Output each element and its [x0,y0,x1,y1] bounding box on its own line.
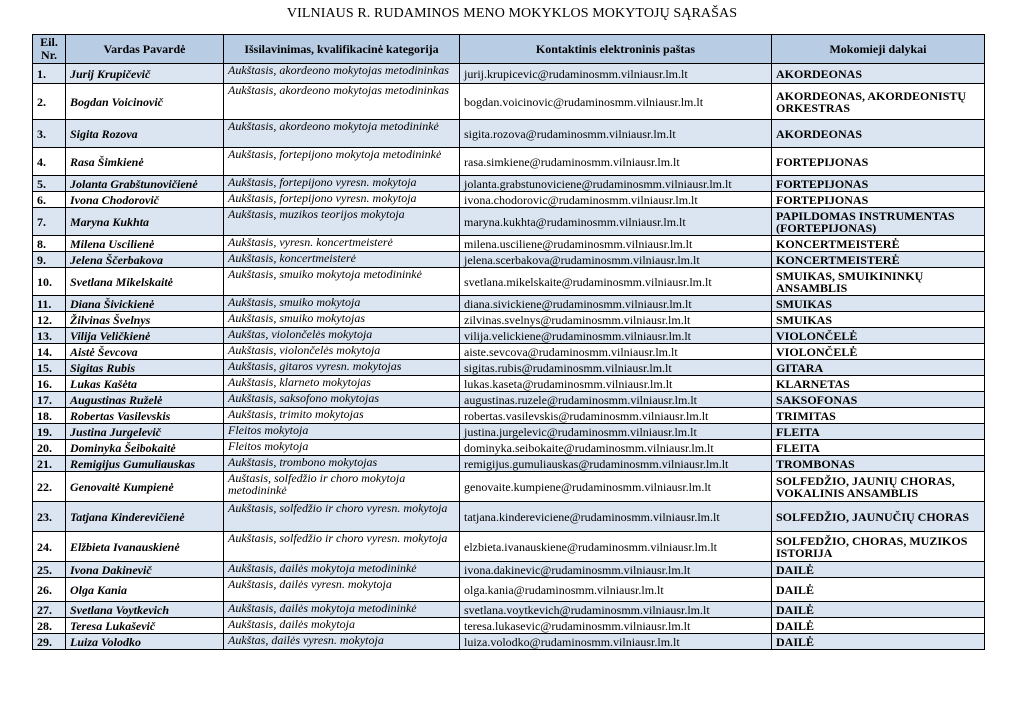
cell-nr: 29. [33,634,66,650]
table-row [33,634,985,650]
cell-qualification: Aukštasis, solfedžio ir choro vyresn. mokytoja [224,502,460,532]
cell-subjects: DAILĖ [772,602,985,618]
cell-name: Robertas Vasilevskis [66,408,224,424]
cell-email: ivona.dakinevic@rudaminosmm.vilniausr.lm.lt [460,562,772,578]
cell-qualification: Aukštasis, koncertmeisterė [224,252,460,268]
cell-subjects: SOLFEDŽIO, CHORAS, MUZIKOS ISTORIJA [772,532,985,562]
cell-qualification: Aukštasis, gitaros vyresn. mokytojas [224,360,460,376]
cell-subjects: TROMBONAS [772,456,985,472]
cell-nr: 24. [33,532,66,562]
cell-name: Dominyka Šeibokaitė [66,440,224,456]
page-title: VILNIAUS R. RUDAMINOS MENO MOKYKLOS MOKYTOJŲ SĄRAŠAS [286,6,738,21]
cell-name: Bogdan Voicinovič [66,84,224,120]
cell-qualification: Aukštasis, smuiko mokytoja [224,296,460,312]
table-row [33,578,985,602]
cell-email: zilvinas.svelnys@rudaminosmm.vilniausr.lm.lt [460,312,772,328]
header-qualification: Išsilavinimas, kvalifikacinė kategorija [224,35,460,64]
cell-email: jelena.scerbakova@rudaminosmm.vilniausr.lm.lt [460,252,772,268]
table-row [33,312,985,328]
cell-subjects: KONCERTMEISTERĖ [772,236,985,252]
cell-subjects: FORTEPIJONAS [772,148,985,176]
table-row [33,502,985,532]
table-row [33,208,985,236]
cell-email: sigita.rozova@rudaminosmm.vilniausr.lm.lt [460,120,772,148]
table-row [33,296,985,312]
cell-subjects: FORTEPIJONAS [772,192,985,208]
table-row [33,532,985,562]
cell-email: rasa.simkiene@rudaminosmm.vilniausr.lm.lt [460,148,772,176]
header-email: Kontaktinis elektroninis paštas [460,35,772,64]
cell-email: maryna.kukhta@rudaminosmm.vilniausr.lm.lt [460,208,772,236]
cell-email: jolanta.grabstunoviciene@rudaminosmm.vilniausr.lm.lt [460,176,772,192]
cell-qualification: Aukštasis, muzikos teorijos mokytoja [224,208,460,236]
cell-email: svetlana.voytkevich@rudaminosmm.vilniausr.lm.lt [460,602,772,618]
table-row [33,408,985,424]
table-row [33,456,985,472]
cell-name: Svetlana Voytkevich [66,602,224,618]
cell-nr: 22. [33,472,66,502]
cell-subjects: FLEITA [772,424,985,440]
cell-qualification: Aukštasis, akordeono mokytoja metodininkė [224,120,460,148]
cell-nr: 4. [33,148,66,176]
cell-qualification: Aukštasis, saksofono mokytojas [224,392,460,408]
table-row [33,424,985,440]
cell-nr: 28. [33,618,66,634]
cell-email: genovaite.kumpiene@rudaminosmm.vilniausr.lm.lt [460,472,772,502]
cell-email: milena.usciliene@rudaminosmm.vilniausr.lm.lt [460,236,772,252]
cell-nr: 10. [33,268,66,296]
cell-email: teresa.lukasevic@rudaminosmm.vilniausr.lm.lt [460,618,772,634]
cell-nr: 11. [33,296,66,312]
cell-subjects: AKORDEONAS [772,120,985,148]
cell-email: olga.kania@rudaminosmm.vilniausr.lm.lt [460,578,772,602]
cell-nr: 7. [33,208,66,236]
cell-subjects: DAILĖ [772,618,985,634]
cell-name: Tatjana Kinderevičienė [66,502,224,532]
cell-qualification: Aukštasis, akordeono mokytojas metodininkas [224,64,460,84]
cell-email: jurij.krupicevic@rudaminosmm.vilniausr.lm.lt [460,64,772,84]
cell-nr: 25. [33,562,66,578]
table-row [33,618,985,634]
cell-subjects: AKORDEONAS, AKORDEONISTŲ ORKESTRAS [772,84,985,120]
cell-subjects: KONCERTMEISTERĖ [772,252,985,268]
cell-nr: 23. [33,502,66,532]
table-row [33,192,985,208]
cell-subjects: DAILĖ [772,562,985,578]
cell-nr: 3. [33,120,66,148]
cell-qualification: Aukštasis, fortepijono vyresn. mokytoja [224,192,460,208]
cell-qualification: Auštasis, solfedžio ir choro mokytoja metodininkė [224,472,460,502]
cell-subjects: DAILĖ [772,634,985,650]
cell-nr: 12. [33,312,66,328]
cell-qualification: Aukštasis, violončelės mokytoja [224,344,460,360]
cell-subjects: SOLFEDŽIO, JAUNUČIŲ CHORAS [772,502,985,532]
cell-name: Maryna Kukhta [66,208,224,236]
table-row [33,472,985,502]
cell-name: Diana Šivickienė [66,296,224,312]
cell-qualification: Aukštasis, dailės mokytoja metodininkė [224,562,460,578]
cell-qualification: Aukštasis, fortepijono mokytoja metodininkė [224,148,460,176]
cell-nr: 26. [33,578,66,602]
cell-qualification: Aukštasis, trimito mokytojas [224,408,460,424]
cell-name: Lukas Kašėta [66,376,224,392]
cell-name: Teresa Lukaševič [66,618,224,634]
cell-subjects: PAPILDOMAS INSTRUMENTAS (FORTEPIJONAS) [772,208,985,236]
cell-name: Rasa Šimkienė [66,148,224,176]
cell-nr: 14. [33,344,66,360]
cell-name: Ivona Dakinevič [66,562,224,578]
cell-name: Ivona Chodorovič [66,192,224,208]
cell-subjects: FLEITA [772,440,985,456]
table-row [33,236,985,252]
cell-name: Jelena Ščerbakova [66,252,224,268]
cell-name: Olga Kania [66,578,224,602]
cell-email: aiste.sevcova@rudaminosmm.vilniausr.lm.lt [460,344,772,360]
cell-qualification: Aukštasis, smuiko mokytoja metodininkė [224,268,460,296]
table-row [33,252,985,268]
cell-subjects: AKORDEONAS [772,64,985,84]
cell-subjects: VIOLONČELĖ [772,344,985,360]
cell-qualification: Fleitos mokytoja [224,424,460,440]
cell-nr: 1. [33,64,66,84]
cell-email: sigitas.rubis@rudaminosmm.vilniausr.lm.lt [460,360,772,376]
cell-name: Jurij Krupičevič [66,64,224,84]
cell-nr: 6. [33,192,66,208]
table-row [33,176,985,192]
cell-email: dominyka.seibokaite@rudaminosmm.vilniausr.lm.lt [460,440,772,456]
cell-nr: 9. [33,252,66,268]
cell-nr: 18. [33,408,66,424]
table-row [33,84,985,120]
cell-email: luiza.volodko@rudaminosmm.vilniausr.lm.lt [460,634,772,650]
teachers-table [32,34,985,650]
cell-name: Sigitas Rubis [66,360,224,376]
cell-name: Luiza Volodko [66,634,224,650]
table-row [33,562,985,578]
cell-subjects: DAILĖ [772,578,985,602]
table-row [33,602,985,618]
cell-email: justina.jurgelevic@rudaminosmm.vilniausr.lm.lt [460,424,772,440]
cell-name: Svetlana Mikelskaitė [66,268,224,296]
header-nr: Eil. Nr. [33,35,66,64]
cell-name: Elžbieta Ivanauskienė [66,532,224,562]
cell-email: robertas.vasilevskis@rudaminosmm.vilniausr.lm.lt [460,408,772,424]
cell-name: Jolanta Grabštunovičienė [66,176,224,192]
cell-qualification: Aukštasis, vyresn. koncertmeisterė [224,236,460,252]
cell-nr: 15. [33,360,66,376]
table-row [33,440,985,456]
table-row [33,376,985,392]
cell-nr: 8. [33,236,66,252]
cell-nr: 21. [33,456,66,472]
cell-qualification: Aukštas, dailės vyresn. mokytoja [224,634,460,650]
cell-qualification: Aukštasis, solfedžio ir choro vyresn. mokytoja [224,532,460,562]
cell-name: Milena Uscilienė [66,236,224,252]
cell-email: elzbieta.ivanauskiene@rudaminosmm.vilniausr.lm.lt [460,532,772,562]
header-name: Vardas Pavardė [66,35,224,64]
cell-subjects: TRIMITAS [772,408,985,424]
table-row [33,392,985,408]
table-row [33,64,985,84]
cell-qualification: Aukštasis, dailės mokytoja metodininkė [224,602,460,618]
cell-email: svetlana.mikelskaite@rudaminosmm.vilniausr.lm.lt [460,268,772,296]
table-row [33,148,985,176]
cell-nr: 20. [33,440,66,456]
table-row [33,120,985,148]
cell-subjects: SMUIKAS [772,296,985,312]
cell-subjects: SMUIKAS, SMUIKININKŲ ANSAMBLIS [772,268,985,296]
cell-name: Remigijus Gumuliauskas [66,456,224,472]
cell-email: bogdan.voicinovic@rudaminosmm.vilniausr.lm.lt [460,84,772,120]
cell-qualification: Aukštasis, smuiko mokytojas [224,312,460,328]
cell-qualification: Aukštasis, dailės vyresn. mokytoja [224,578,460,602]
cell-nr: 17. [33,392,66,408]
cell-nr: 2. [33,84,66,120]
cell-email: vilija.velickiene@rudaminosmm.vilniausr.lm.lt [460,328,772,344]
cell-nr: 5. [33,176,66,192]
header-subjects: Mokomieji dalykai [772,35,985,64]
cell-nr: 13. [33,328,66,344]
cell-nr: 27. [33,602,66,618]
table-row [33,360,985,376]
cell-qualification: Aukštasis, akordeono mokytojas metodininkas [224,84,460,120]
cell-subjects: KLARNETAS [772,376,985,392]
cell-subjects: VIOLONČELĖ [772,328,985,344]
cell-email: tatjana.kindereviciene@rudaminosmm.vilniausr.lm.lt [460,502,772,532]
cell-qualification: Aukštasis, dailės mokytoja [224,618,460,634]
cell-qualification: Fleitos mokytoja [224,440,460,456]
cell-qualification: Aukštasis, trombono mokytojas [224,456,460,472]
cell-name: Genovaitė Kumpienė [66,472,224,502]
cell-name: Žilvinas Švelnys [66,312,224,328]
cell-qualification: Aukštasis, klarneto mokytojas [224,376,460,392]
cell-name: Augustinas Ruželė [66,392,224,408]
cell-subjects: SMUIKAS [772,312,985,328]
cell-nr: 19. [33,424,66,440]
cell-subjects: SAKSOFONAS [772,392,985,408]
cell-email: remigijus.gumuliauskas@rudaminosmm.vilniausr.lm.lt [460,456,772,472]
cell-email: ivona.chodorovic@rudaminosmm.vilniausr.lm.lt [460,192,772,208]
cell-email: lukas.kaseta@rudaminosmm.vilniausr.lm.lt [460,376,772,392]
cell-subjects: GITARA [772,360,985,376]
cell-nr: 16. [33,376,66,392]
cell-qualification: Aukštasis, fortepijono vyresn. mokytoja [224,176,460,192]
cell-subjects: FORTEPIJONAS [772,176,985,192]
table-row [33,268,985,296]
table-row [33,328,985,344]
cell-name: Sigita Rozova [66,120,224,148]
cell-email: augustinas.ruzele@rudaminosmm.vilniausr.lm.lt [460,392,772,408]
cell-name: Aistė Ševcova [66,344,224,360]
cell-subjects: SOLFEDŽIO, JAUNIŲ CHORAS, VOKALINIS ANSAMBLIS [772,472,985,502]
table-header-row [33,35,985,64]
cell-name: Justina Jurgelevič [66,424,224,440]
cell-email: diana.sivickiene@rudaminosmm.vilniausr.lm.lt [460,296,772,312]
cell-name: Vilija Veličkienė [66,328,224,344]
table-row [33,344,985,360]
cell-qualification: Aukštas, violončelės mokytoja [224,328,460,344]
